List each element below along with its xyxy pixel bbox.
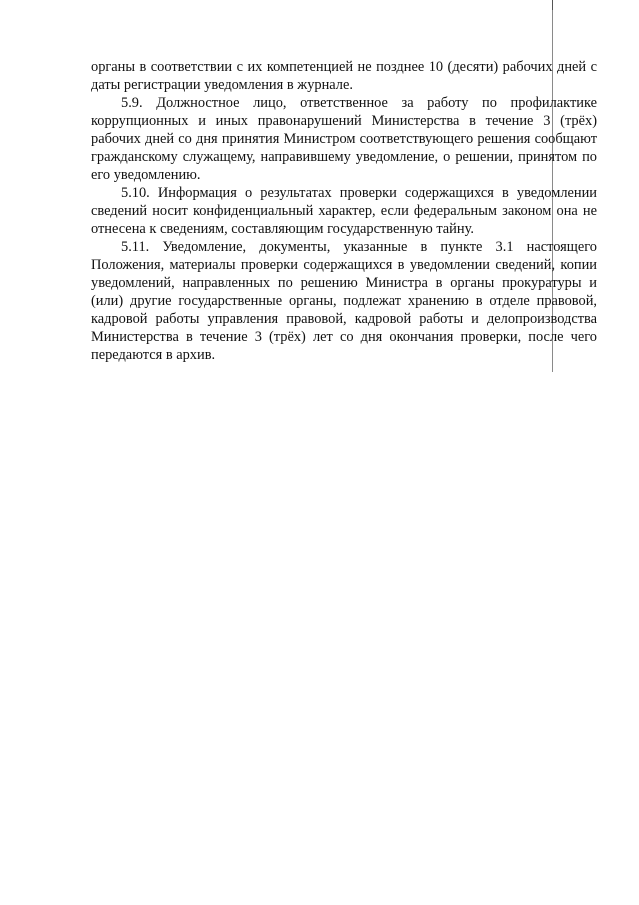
- paragraph-5-11: 5.11. Уведомление, документы, указанные в пункте 3.1 настоящего Положения, материалы проверки содержащихся в уведомлении сведений, копии уведомлений, направленных по решению Министра в органы прокуратуры и (или) другие государственные органы, подлежат хранению в отделе правовой, кадровой работы управления правовой, кадровой работы и делопроизводства Министерства в течение 3 (трёх) лет со дня окончания проверки, после чего передаются в архив.: [91, 239, 597, 363]
- document-body: [91, 58, 597, 364]
- paragraph-continuation: органы в соответствии с их компетенцией не позднее 10 (десяти) рабочих дней с даты регистрации уведомления в журнале.: [91, 59, 597, 93]
- scan-artifact-mark: [552, 0, 553, 10]
- paragraph-5-9: 5.9. Должностное лицо, ответственное за работу по профилактике коррупционных и иных правонарушений Министерства в течение 3 (трёх) рабочих дней со дня принятия Министром соответствующего решения сообщают гражданскому служащему, направившему уведомление, о решении, принятом по его уведомлению.: [91, 95, 597, 183]
- paragraph-5-10: 5.10. Информация о результатах проверки содержащихся в уведомлении сведений носит конфиденциальный характер, если федеральным законом она не отнесена к сведениям, составляющим государственную тайну.: [91, 185, 597, 237]
